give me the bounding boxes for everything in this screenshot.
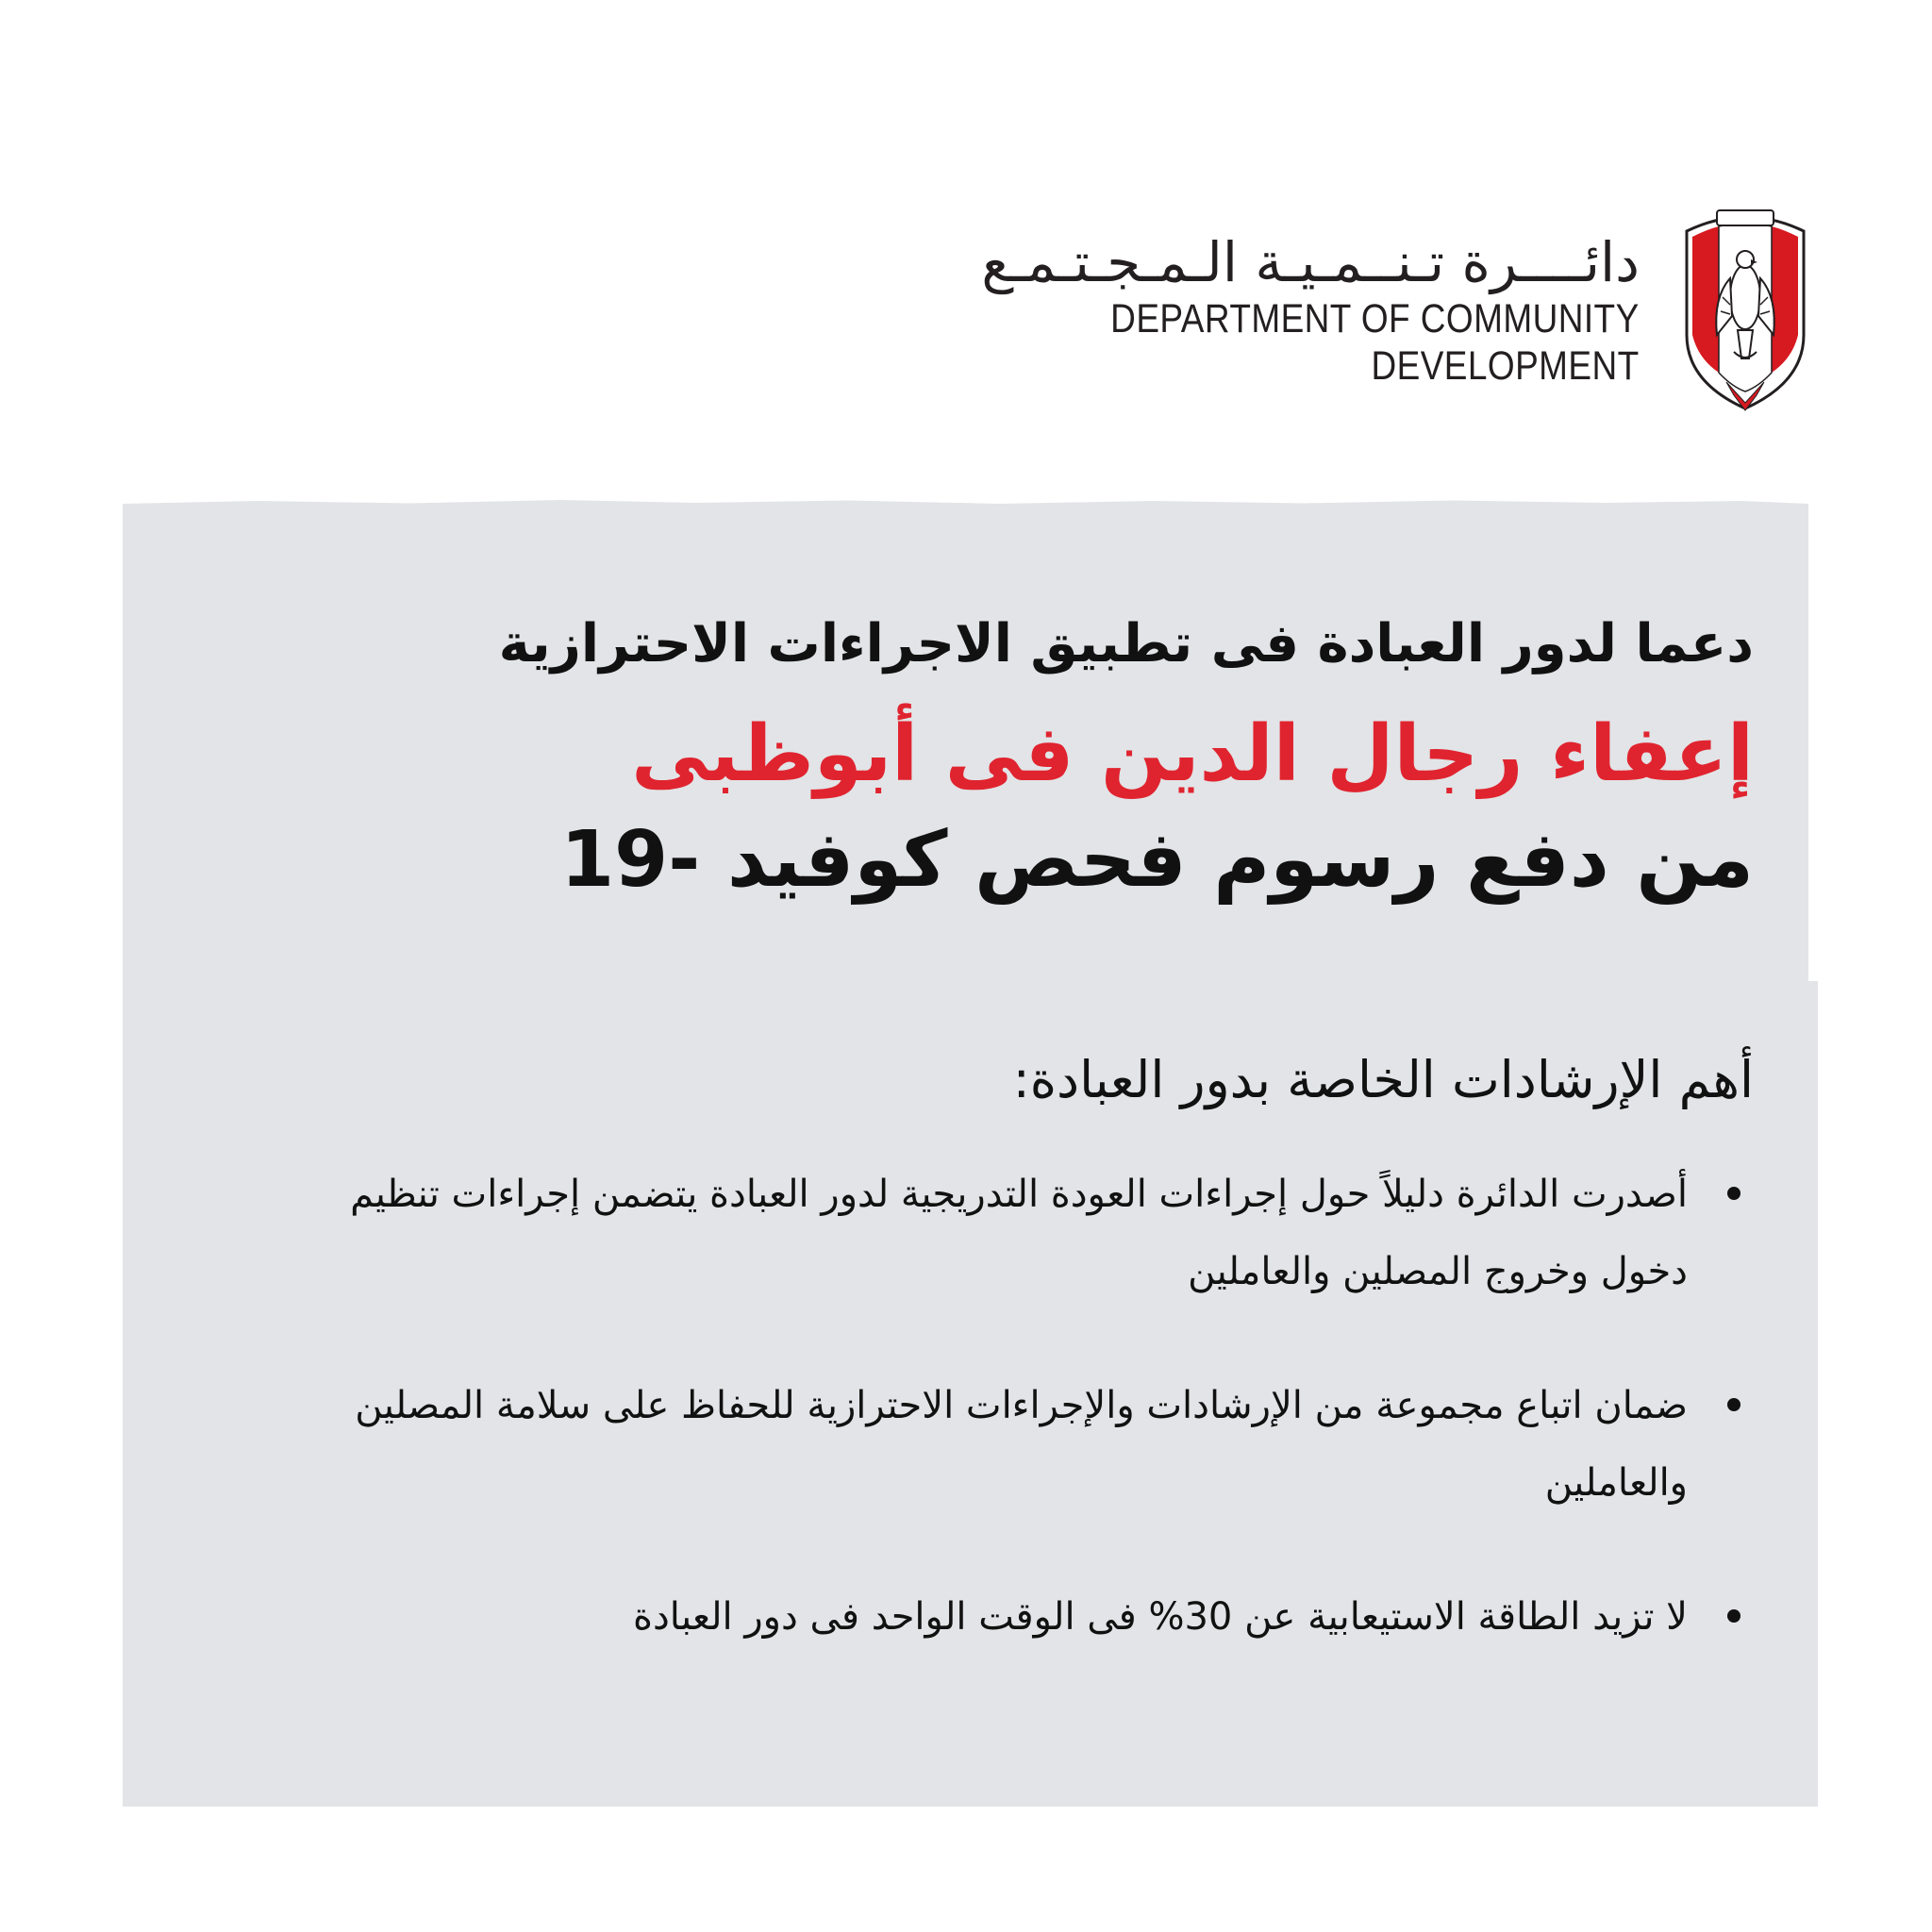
guidelines-list <box>282 1156 1754 1712</box>
org-name <box>981 229 1640 390</box>
guideline-item <box>282 1578 1754 1656</box>
bullet-icon <box>1727 1609 1740 1623</box>
guideline-text: ضمان اتباع مجموعة من الإرشادات والإجراءات الاحترازية للحفاظ على سلامة المصلين والعاملين <box>355 1384 1688 1505</box>
panel-content <box>123 505 1808 1807</box>
org-name-english-line2: DEVELOPMENT <box>1371 343 1640 389</box>
guideline-item <box>282 1156 1754 1310</box>
org-name-arabic: دائــــرة تـنــمـيـة الـمـجـتـمـع <box>981 230 1640 294</box>
guideline-text: لا تزيد الطاقة الاستيعابية عن 30% فى الوقت الواحد فى دور العبادة <box>633 1595 1688 1639</box>
title-line-black: من دفع رسوم فحص كوفيد -19 <box>560 815 1754 905</box>
bullet-icon <box>1727 1187 1740 1200</box>
title-line-red: إعفاء رجال الدين فى أبوظبى <box>631 709 1754 799</box>
org-name-english-line1: DEPARTMENT OF COMMUNITY <box>1110 296 1640 341</box>
abu-dhabi-falcon-emblem-icon <box>1670 193 1821 420</box>
announcement-panel <box>123 505 1808 1807</box>
guideline-text: أصدرت الدائرة دليلاً حول إجراءات العودة التدريجية لدور العبادة يتضمن إجراءات تنظيم دخول وخروج المصلين والعاملين <box>350 1173 1688 1293</box>
guideline-item <box>282 1367 1754 1522</box>
header <box>972 193 1821 420</box>
guidelines-heading: أهم الإرشادات الخاصة بدور العبادة: <box>1012 1050 1754 1109</box>
subheading: دعما لدور العبادة فى تطبيق الاجراءات الاحترازية <box>498 613 1754 675</box>
bullet-icon <box>1727 1398 1740 1411</box>
